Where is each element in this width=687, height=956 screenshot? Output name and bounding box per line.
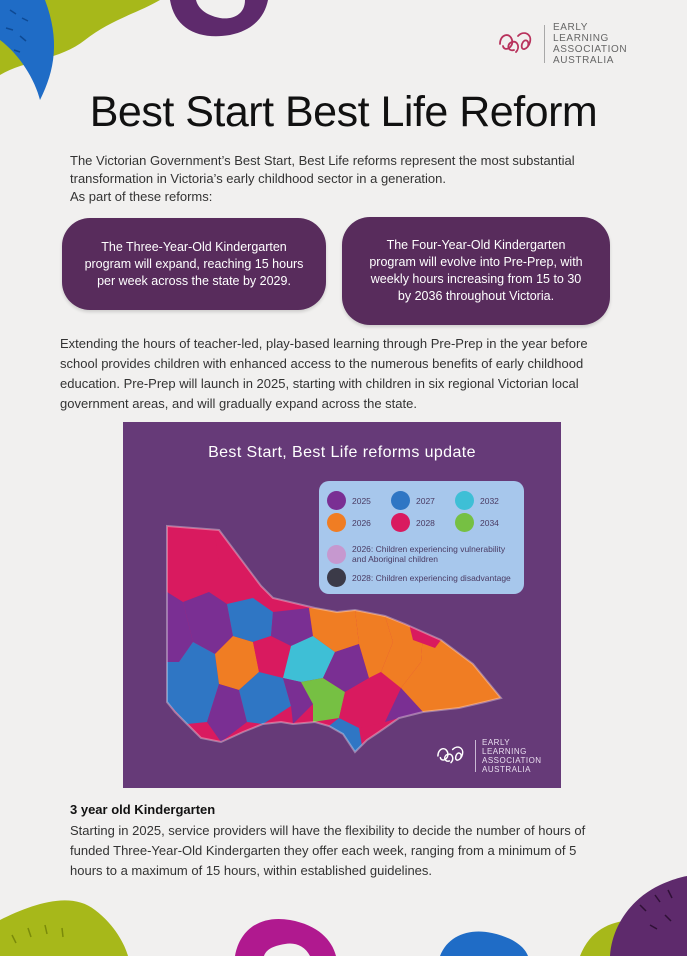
pre-prep-paragraph: Extending the hours of teacher-led, play-based learning through Pre-Prep in the year before school provides children with enhanced access to the numerous benefits of early childhood education. Pre-Prep will launch in 2025, starting with children in six regional Victorian local government areas, and will gradually expand across the state. — [60, 336, 588, 411]
logo-wordmark — [553, 22, 627, 66]
section-heading: 3 year old Kindergarten — [70, 802, 216, 817]
legend-label: 2026: Children experiencing vulnerability and Aboriginal children — [352, 544, 506, 564]
logo-line: AUSTRALIA — [553, 55, 614, 66]
logo-divider — [475, 740, 476, 772]
ela-logo-icon — [433, 738, 469, 774]
logo-line: LEARNING — [482, 747, 527, 756]
intro — [70, 152, 610, 206]
legend-label: 2025 — [352, 495, 371, 506]
logo-line: EARLY — [553, 22, 589, 33]
section-body: Starting in 2025, service providers will have the flexibility to decide the number of hours of funded Three-Year-Old Kindergarten they offer each week, ranging from a minimum of 5 hours to a maximum of 15 hours, within established guidelines. — [70, 823, 586, 878]
reform-map-infographic — [123, 422, 561, 788]
map-title: Best Start, Best Life reforms update — [208, 444, 476, 461]
page-title: Best Start Best Life Reform — [89, 88, 598, 136]
legend-label: 2032 — [480, 495, 499, 506]
ela-logo — [494, 22, 627, 66]
logo-line: ASSOCIATION — [482, 756, 542, 765]
intro-lead: As part of these reforms: — [70, 189, 213, 204]
logo-wordmark — [482, 738, 542, 774]
intro-text: The Victorian Government’s Best Start, Best Life reforms represent the most substantial transformation in Victoria’s early childhood sector in a generation. — [70, 153, 575, 186]
legend-label: 2028 — [416, 517, 435, 528]
logo-line: EARLY — [482, 738, 511, 747]
logo-line: AUSTRALIA — [482, 765, 531, 774]
map-logo — [433, 738, 542, 774]
legend-label: 2034 — [480, 517, 499, 528]
legend-label: 2028: Children experiencing disadvantage — [352, 572, 511, 583]
legend-label: 2027 — [416, 495, 435, 506]
ela-logo-icon — [494, 22, 538, 66]
highlight-four-year-old: The Four-Year-Old Kindergarten program will evolve into Pre-Prep, with weekly hours increasing from 15 to 30 by 2036 throughout Victoria. — [342, 217, 610, 325]
highlight-three-year-old: The Three-Year-Old Kindergarten program will expand, reaching 15 hours per week across the state by 2029. — [62, 218, 326, 310]
logo-line: ASSOCIATION — [553, 44, 628, 55]
victoria-map — [123, 422, 561, 788]
logo-line: LEARNING — [553, 33, 609, 44]
logo-divider — [544, 25, 545, 63]
legend-label: 2026 — [352, 517, 371, 528]
